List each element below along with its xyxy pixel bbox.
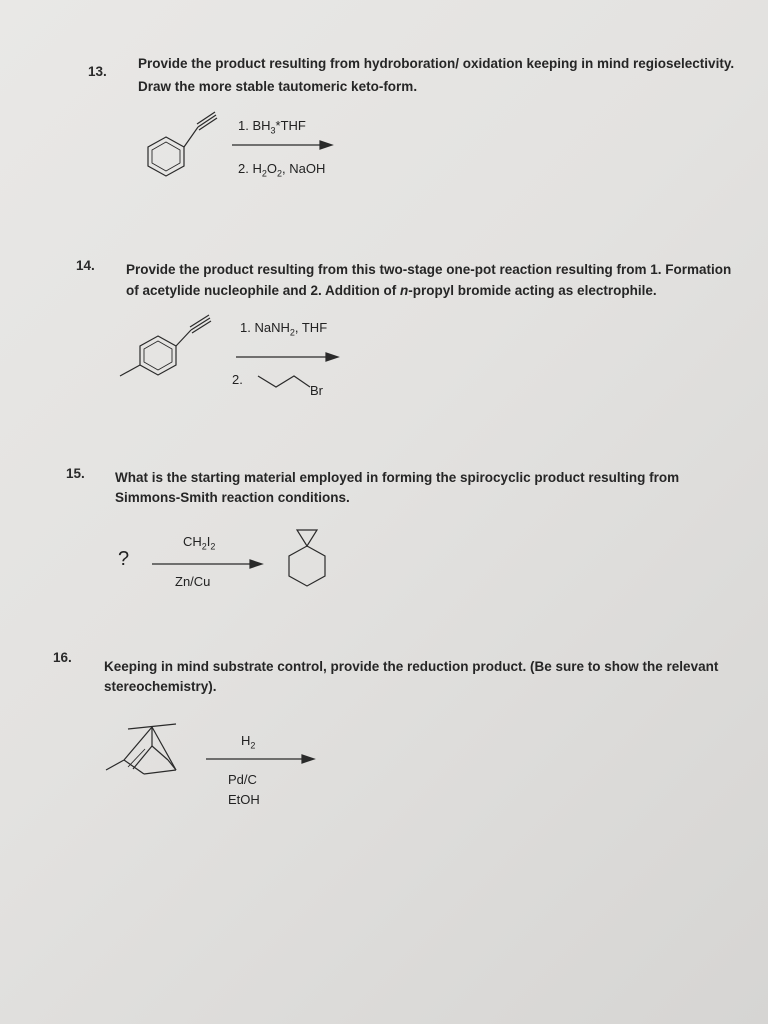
q15-reagent-bottom: Zn/Cu	[175, 574, 211, 589]
question-13-text-line1: Provide the product resulting from hydroboration/ oxidation keeping in mind regioselectivity.	[138, 56, 735, 71]
question-13-number: 13.	[88, 64, 107, 79]
q14-step-2-label: 2.	[232, 372, 243, 387]
q13-reagent-2: 2. $H_2O_2$, NaOH	[238, 161, 326, 179]
question-14-text-line1: Provide the product resulting from this two-stage one-pot reaction resulting from 1. Formation	[126, 262, 732, 277]
question-14-text-line2: of acetylide nucleophile and 2. Addition of n-propyl bromide acting as electrophile.	[126, 283, 657, 298]
q15-reagent-top: $CH_2I_2$	[183, 534, 216, 552]
question-16-text-line1: Keeping in mind substrate control, provide the reduction product. (Be sure to show the relevant	[104, 659, 719, 674]
question-13-text-line2: Draw the more stable tautomeric keto-form.	[138, 79, 418, 94]
q15-unknown-starting-material: ?	[118, 548, 130, 570]
question-16-text-line2: stereochemistry).	[104, 679, 217, 694]
q16-reagent-bottom: EtOH	[228, 792, 260, 807]
question-14-number: 14.	[76, 258, 95, 273]
question-16-number: 16.	[53, 650, 72, 665]
q16-reagent-top: $H_2$	[241, 733, 256, 751]
question-15-number: 15.	[66, 466, 85, 481]
question-15-text-line1: What is the starting material employed in forming the spirocyclic product resulting from	[115, 470, 680, 485]
question-15-text-line2: Simmons-Smith reaction conditions.	[115, 490, 350, 505]
q13-reagent-1: 1. $BH_3*THF$	[238, 118, 306, 136]
q14-reagent-1: 1. NaNH$_2$, THF	[240, 320, 328, 338]
q16-reagent-mid: Pd/C	[228, 772, 257, 787]
q14-bromine-label: Br	[310, 383, 323, 398]
